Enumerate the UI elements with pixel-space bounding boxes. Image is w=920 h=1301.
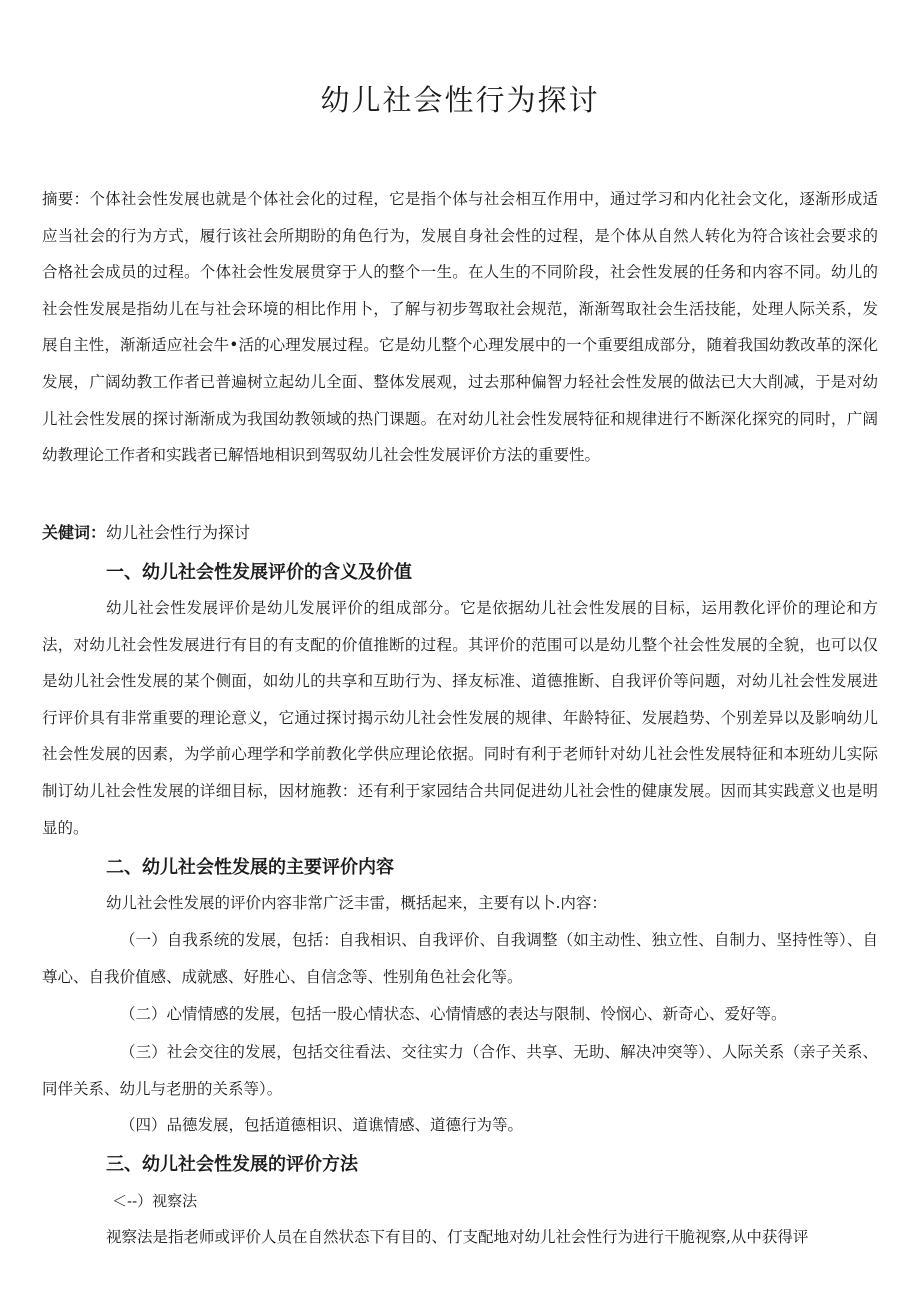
page-title: 幼儿社会性行为探讨 — [320, 83, 600, 117]
section-2-heading: 二、幼儿社会性发展的主要评价内容 — [106, 857, 394, 878]
section-2-item-3: （三）社会交往的发展，包括交往看法、交往实力（合作、共享、无助、解决冲突等）、人际关系（亲子关系、同伴关系、幼儿与老册的关系等）。 — [42, 1043, 878, 1098]
keywords-line — [42, 515, 250, 551]
section-2-intro: 幼儿社会性发展的评价内容非常广泛丰雷，概括起来，主要有以卜.内容： — [106, 894, 607, 912]
abstract-paragraph: 摘要：个体社会性发展也就是个体社会化的过程，它是指个体与社会相互作用中，通过学习和内化社会文化，逐渐形成适应当社会的行为方式，履行该社会所期盼的角色行为，发展自身社会性的过程，是个体从自然人转化为符合该社会要求的合格社会成员的过程。个体社会性发展贯穿于人的整个一生。在人生的不同阶段，社会性发展的任务和内容不同。幼儿的社会性发展是指幼儿在与社会环境的相比作用卜，了解与初步驾取社会规范，渐渐驾取社会生活技能，处理人际关系，发展自主性，渐渐适应社会牛•活的心理发展过程。它是幼儿整个心理发展中的一个重要组成部分，随着我国幼教改革的深化发展，广阔幼教工作者已普遍树立起幼儿全面、整体发展观，过去那种偏智力轻社会性发展的做法已大大削减，于是对幼儿社会性发展的探讨渐渐成为我国幼教领域的热门课题。在对幼儿社会性发展特征和规律进行不断深化探究的同时，广阔幼教理论工作者和实践者已解悟地相识到驾驭幼儿社会性发展评价方法的重要性。 — [42, 190, 878, 465]
section-2-item-2: （二）心情情感的发展，包括一股心情状态、心情情感的表达与限制、怜悯心、新奇心、爱好等。 — [120, 1005, 787, 1023]
keywords-label: 关健词： — [42, 523, 107, 542]
section-1-heading: 一、幼儿社会性发展评价的含义及价值 — [106, 562, 412, 583]
section-2-item-4: （四）品德发展，包括道德相识、道谯情感、道德行为等。 — [120, 1116, 524, 1134]
section-1-body: 幼儿社会性发展评价是幼儿发展评价的组成部分。它是依据幼儿社会性发展的目标，运用教化评价的理论和方法，对幼儿社会性发展进行有目的有支配的价值推断的过程。其评价的范围可以是幼儿整个社会性发展的全貌，也可以仅是幼儿社会性发展的某个侧面，如幼儿的共享和互助行为、择友标准、道德推断、自我评价等问题，对幼儿社会性发展进行评价具有非常重要的理论意义，它通过探讨揭示幼儿社会性发展的规律、年龄特征、发展趋势、个别差异以及影响幼儿社会性发展的因素，为学前心理学和学前教化学供应理论依据。同时有利于老师针对幼儿社会性发展特征和本班幼儿实际制订幼儿社会性发展的详细目标，因材施教：还有利于家园结合共同促进幼儿社会性的健康发展。因而其实践意义也是明显的。 — [42, 599, 878, 837]
section-2-item-1: （一）自我系统的发展，包括：自我相识、自我评价、自我调整（如主动性、独立性、自制力、坚持性等）、自尊心、自我价值感、成就感、好胜心、自信念等、性别角色社会化等。 — [42, 931, 878, 986]
section-3-heading: 三、幼儿社会性发展的评价方法 — [106, 1154, 358, 1175]
section-3-body: 视察法是指老师或评价人员在自然状态下有目的、仃支配地对幼儿社会性行为进行干脆视察,从中获得评 — [106, 1228, 809, 1246]
keywords-value: 幼儿社会性行为探讨 — [106, 523, 251, 542]
section-3-sub-1: ＜--）视察法 — [112, 1192, 198, 1210]
